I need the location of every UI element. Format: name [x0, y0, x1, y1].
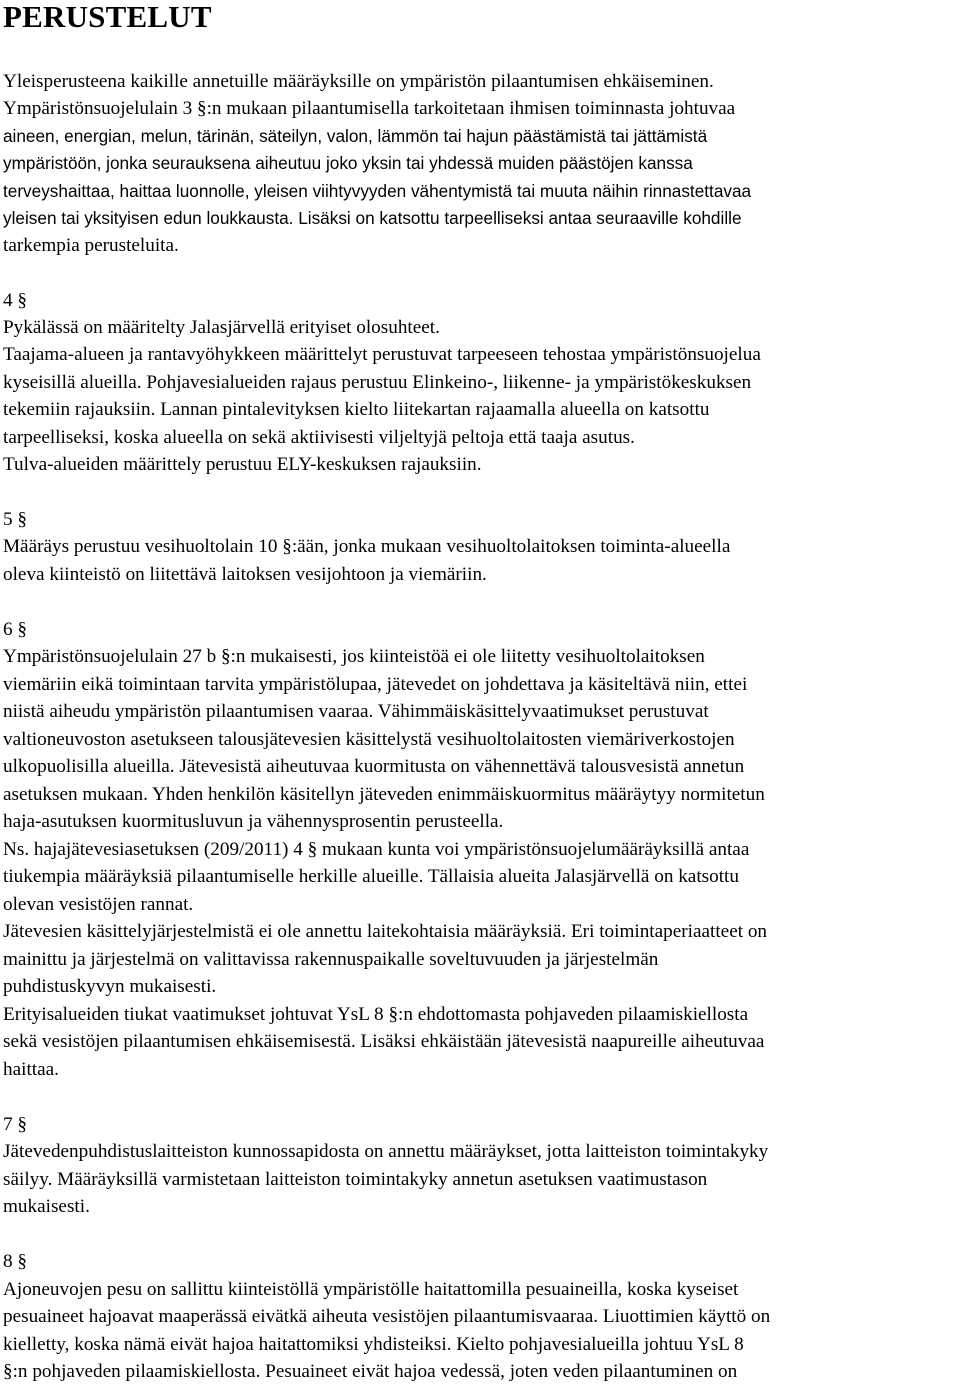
text-line: haittaa.	[3, 1059, 59, 1080]
section-heading: 5 §	[3, 509, 27, 530]
text-line: haja-asutuksen kuormitusluvun ja vähennysprosentin perusteella.	[3, 811, 504, 832]
section-heading: 8 §	[3, 1251, 27, 1272]
text-line: Ympäristönsuojelulain 3 §:n mukaan pilaantumisella tarkoitetaan ihmisen toiminnasta johtuvaa	[3, 98, 736, 119]
text-line: Erityisalueiden tiukat vaatimukset johtuvat YsL 8 §:n ehdottomasta pohjaveden pilaamiskiellosta	[3, 1004, 749, 1025]
text-line: sekä vesistöjen pilaantumisen ehkäisemisestä. Lisäksi ehkäistään jätevesistä naapureille aiheutuvaa	[3, 1031, 765, 1052]
text-line: terveyshaittaa, haittaa luonnolle, yleisen viihtyvyyden vähentymistä tai muuta näihin rinnastettavaa	[3, 181, 752, 201]
text-line: tiukempia määräyksiä pilaantumiselle herkille alueille. Tällaisia alueita Jalasjärvellä on katsottu	[3, 866, 739, 887]
text-line: puhdistuskyvyn mukaisesti.	[3, 976, 217, 997]
text-line: ympäristöön, jonka seurauksena aiheutuu joko yksin tai yhdessä muiden päästöjen kanssa	[3, 153, 693, 173]
text-line: Määräys perustuu vesihuoltolain 10 §:ään, jonka mukaan vesihuoltolaitoksen toiminta-alueella	[3, 536, 731, 557]
section-heading: 7 §	[3, 1114, 27, 1135]
section-heading: 6 §	[3, 619, 27, 640]
text-line: viemäriin eikä toimintaan tarvita ympäristölupaa, jätevedet on johdettava ja käsiteltävä niin, ettei	[3, 674, 748, 695]
text-line: Tulva-alueiden määrittely perustuu ELY-keskuksen rajauksiin.	[3, 454, 482, 475]
text-line: aineen, energian, melun, tärinän, säteilyn, valon, lämmön tai hajun päästämistä tai jättämistä	[3, 126, 708, 146]
text-line: mukaisesti.	[3, 1196, 90, 1217]
document-page	[3, 0, 960, 1382]
text-line: Ajoneuvojen pesu on sallittu kiinteistöllä ympäristölle haitattomilla pesuaineilla, koska kyseiset	[3, 1279, 739, 1300]
section-heading: 4 §	[3, 290, 27, 311]
text-line: kielletty, koska nämä eivät hajoa haitattomiksi yhdisteiksi. Kielto pohjavesialueilla johtuu YsL 8	[3, 1334, 744, 1355]
text-line: Taajama-alueen ja rantavyöhykkeen määrittelyt perustuvat tarpeeseen tehostaa ympäristönsuojelua	[3, 344, 761, 365]
text-line: Ympäristönsuojelulain 27 b §:n mukaisesti, jos kiinteistöä ei ole liitetty vesihuoltolaitoksen	[3, 646, 705, 667]
text-line: Jätevesien käsittelyjärjestelmistä ei ole annettu laitekohtaisia määräyksiä. Eri toimintaperiaatteet on	[3, 921, 768, 942]
text-line: tarpeelliseksi, koska alueella on sekä aktiivisesti viljeltyjä peltoja että taaja asutus.	[3, 427, 635, 448]
text-line: Pykälässä on määritelty Jalasjärvellä erityiset olosuhteet.	[3, 317, 440, 338]
text-line: yleisen tai yksityisen edun loukkausta. Lisäksi on katsottu tarpeelliseksi antaa seuraaville kohdille	[3, 208, 742, 228]
text-line: olevan vesistöjen rannat.	[3, 894, 194, 915]
text-line: Yleisperusteena kaikille annetuille määräyksille on ympäristön pilaantumisen ehkäiseminen.	[3, 71, 714, 92]
page-title: PERUSTELUT	[3, 0, 212, 34]
text-line: ulkopuolisilla alueilla. Jätevesistä aiheutuvaa kuormitusta on vähennettävä talousvesistä annetun	[3, 756, 745, 777]
text-line: Ns. hajajätevesiasetuksen (209/2011) 4 § mukaan kunta voi ympäristönsuojelumääräyksillä antaa	[3, 839, 750, 860]
text-line: säilyy. Määräyksillä varmistetaan laitteiston toimintakyky annetun asetuksen vaatimustason	[3, 1169, 708, 1190]
text-line: tarkempia perusteluita.	[3, 235, 179, 256]
text-line: niistä aiheudu ympäristön pilaantumisen vaaraa. Vähimmäiskäsittelyvaatimukset perustuvat	[3, 701, 709, 722]
text-line: Jätevedenpuhdistuslaitteiston kunnossapidosta on annettu määräykset, jotta laitteiston toimintakyky	[3, 1141, 769, 1162]
text-line: §:n pohjaveden pilaamiskiellosta. Pesuaineet eivät hajoa vedessä, joten veden pilaantuminen on	[3, 1361, 738, 1382]
text-line: tekemiin rajauksiin. Lannan pintalevityksen kielto liitekartan rajaamalla alueella on katsottu	[3, 399, 710, 420]
text-line: valtioneuvoston asetukseen talousjätevesien käsittelystä vesihuoltolaitosten viemäriverkostojen	[3, 729, 735, 750]
text-line: oleva kiinteistö on liitettävä laitoksen vesijohtoon ja viemäriin.	[3, 564, 487, 585]
text-line: pesuaineet hajoavat maaperässä eivätkä aiheuta vesistöjen pilaantumisvaaraa. Liuottimien käyttö on	[3, 1306, 771, 1327]
text-line: asetuksen mukaan. Yhden henkilön käsitellyn jäteveden enimmäiskuormitus määräytyy normitetun	[3, 784, 765, 805]
text-line: mainittu ja järjestelmä on valittavissa rakennuspaikalle soveltuvuuden ja järjestelmän	[3, 949, 659, 970]
text-line: kyseisillä alueilla. Pohjavesialueiden rajaus perustuu Elinkeino-, liikenne- ja ympäristökeskuksen	[3, 372, 752, 393]
